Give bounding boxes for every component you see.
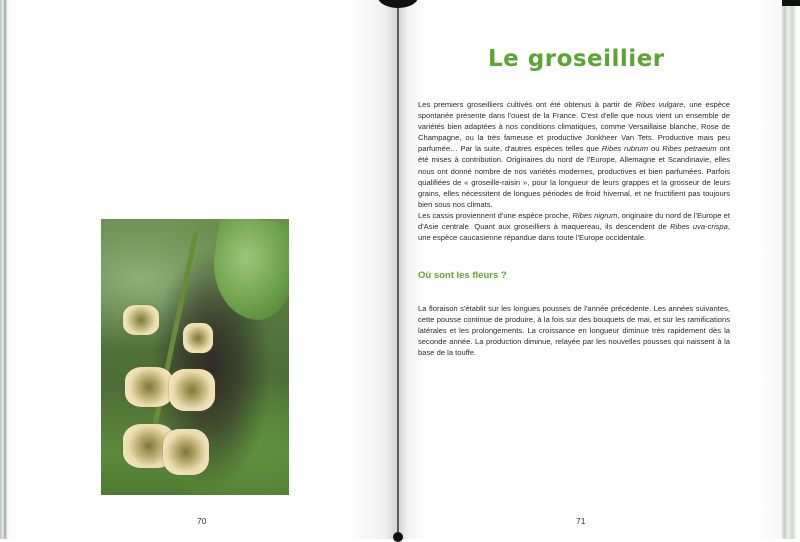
page-number-left: 70 — [197, 516, 207, 526]
right-page-edge — [782, 0, 800, 539]
photo-leaf — [206, 219, 289, 324]
left-page-edge — [0, 0, 10, 539]
chapter-title: Le groseillier — [488, 46, 665, 72]
photo-flower-bud — [123, 305, 159, 335]
section-heading: Où sont les fleurs ? — [418, 270, 507, 281]
photo-flower-bud — [183, 323, 213, 353]
intro-paragraph: Les premiers groseilliers cultivés ont été obtenus à partir de Ribes vulgare, une espèce spontanée présente dans l'ouest de la France. C'est d'elle que nous vient un ensemble de variétés bien adaptées à nos conditions climatiques, comme Versaillaise blanche, Rose de Champagne, ou la très fameuse et productive Jonkheer Van Tets. Productive mais peu parfumée… Par la suite, d'autres espèces telles que Ribes rubrum ou Ribes petraeum ont été mises à contribution. Originaires du nord de l'Europe, Allemagne et Scandinavie, elles nous ont donné nombre de nos variétés modernes, productives et bien parfumées. Parfois qualifiées de « groseille-raisin », pour la longueur de leurs grappes et la grosseur de leurs grains, elles nécessitent de longues périodes de froid hivernal, et ne fructifient pas toujours bien sous nos climats. Les cassis proviennent d'une espèce proche, Ribes nigrum, originaire du nord de l'Europe et d'Asie centrale. Quant aux groseilliers à maquereau, ils descendent de Ribes uva-crispa, une espèce caucasienne répandue dans toute l'Europe occidentale. — [418, 100, 731, 243]
section-paragraph: La floraison s'établit sur les longues pousses de l'année précédente. Les années suivantes, cette pousse continue de produire, à la fois sur des bouquets de mai, et sur les ramifications latérales et les prolongements. La croissance en longueur diminue très rapidement dès la seconde année. La production diminue, relayée par les nouvelles pousses qui naissent à la base de la touffe. — [418, 304, 730, 358]
page-number-right: 71 — [576, 516, 586, 526]
right-edge-shadow — [782, 0, 800, 6]
currant-flower-photo — [101, 219, 289, 495]
photo-flower — [125, 367, 173, 407]
photo-flower — [169, 369, 215, 411]
gutter-shadow-bottom — [393, 532, 403, 542]
book-gutter — [397, 0, 399, 539]
photo-flower — [163, 429, 209, 475]
